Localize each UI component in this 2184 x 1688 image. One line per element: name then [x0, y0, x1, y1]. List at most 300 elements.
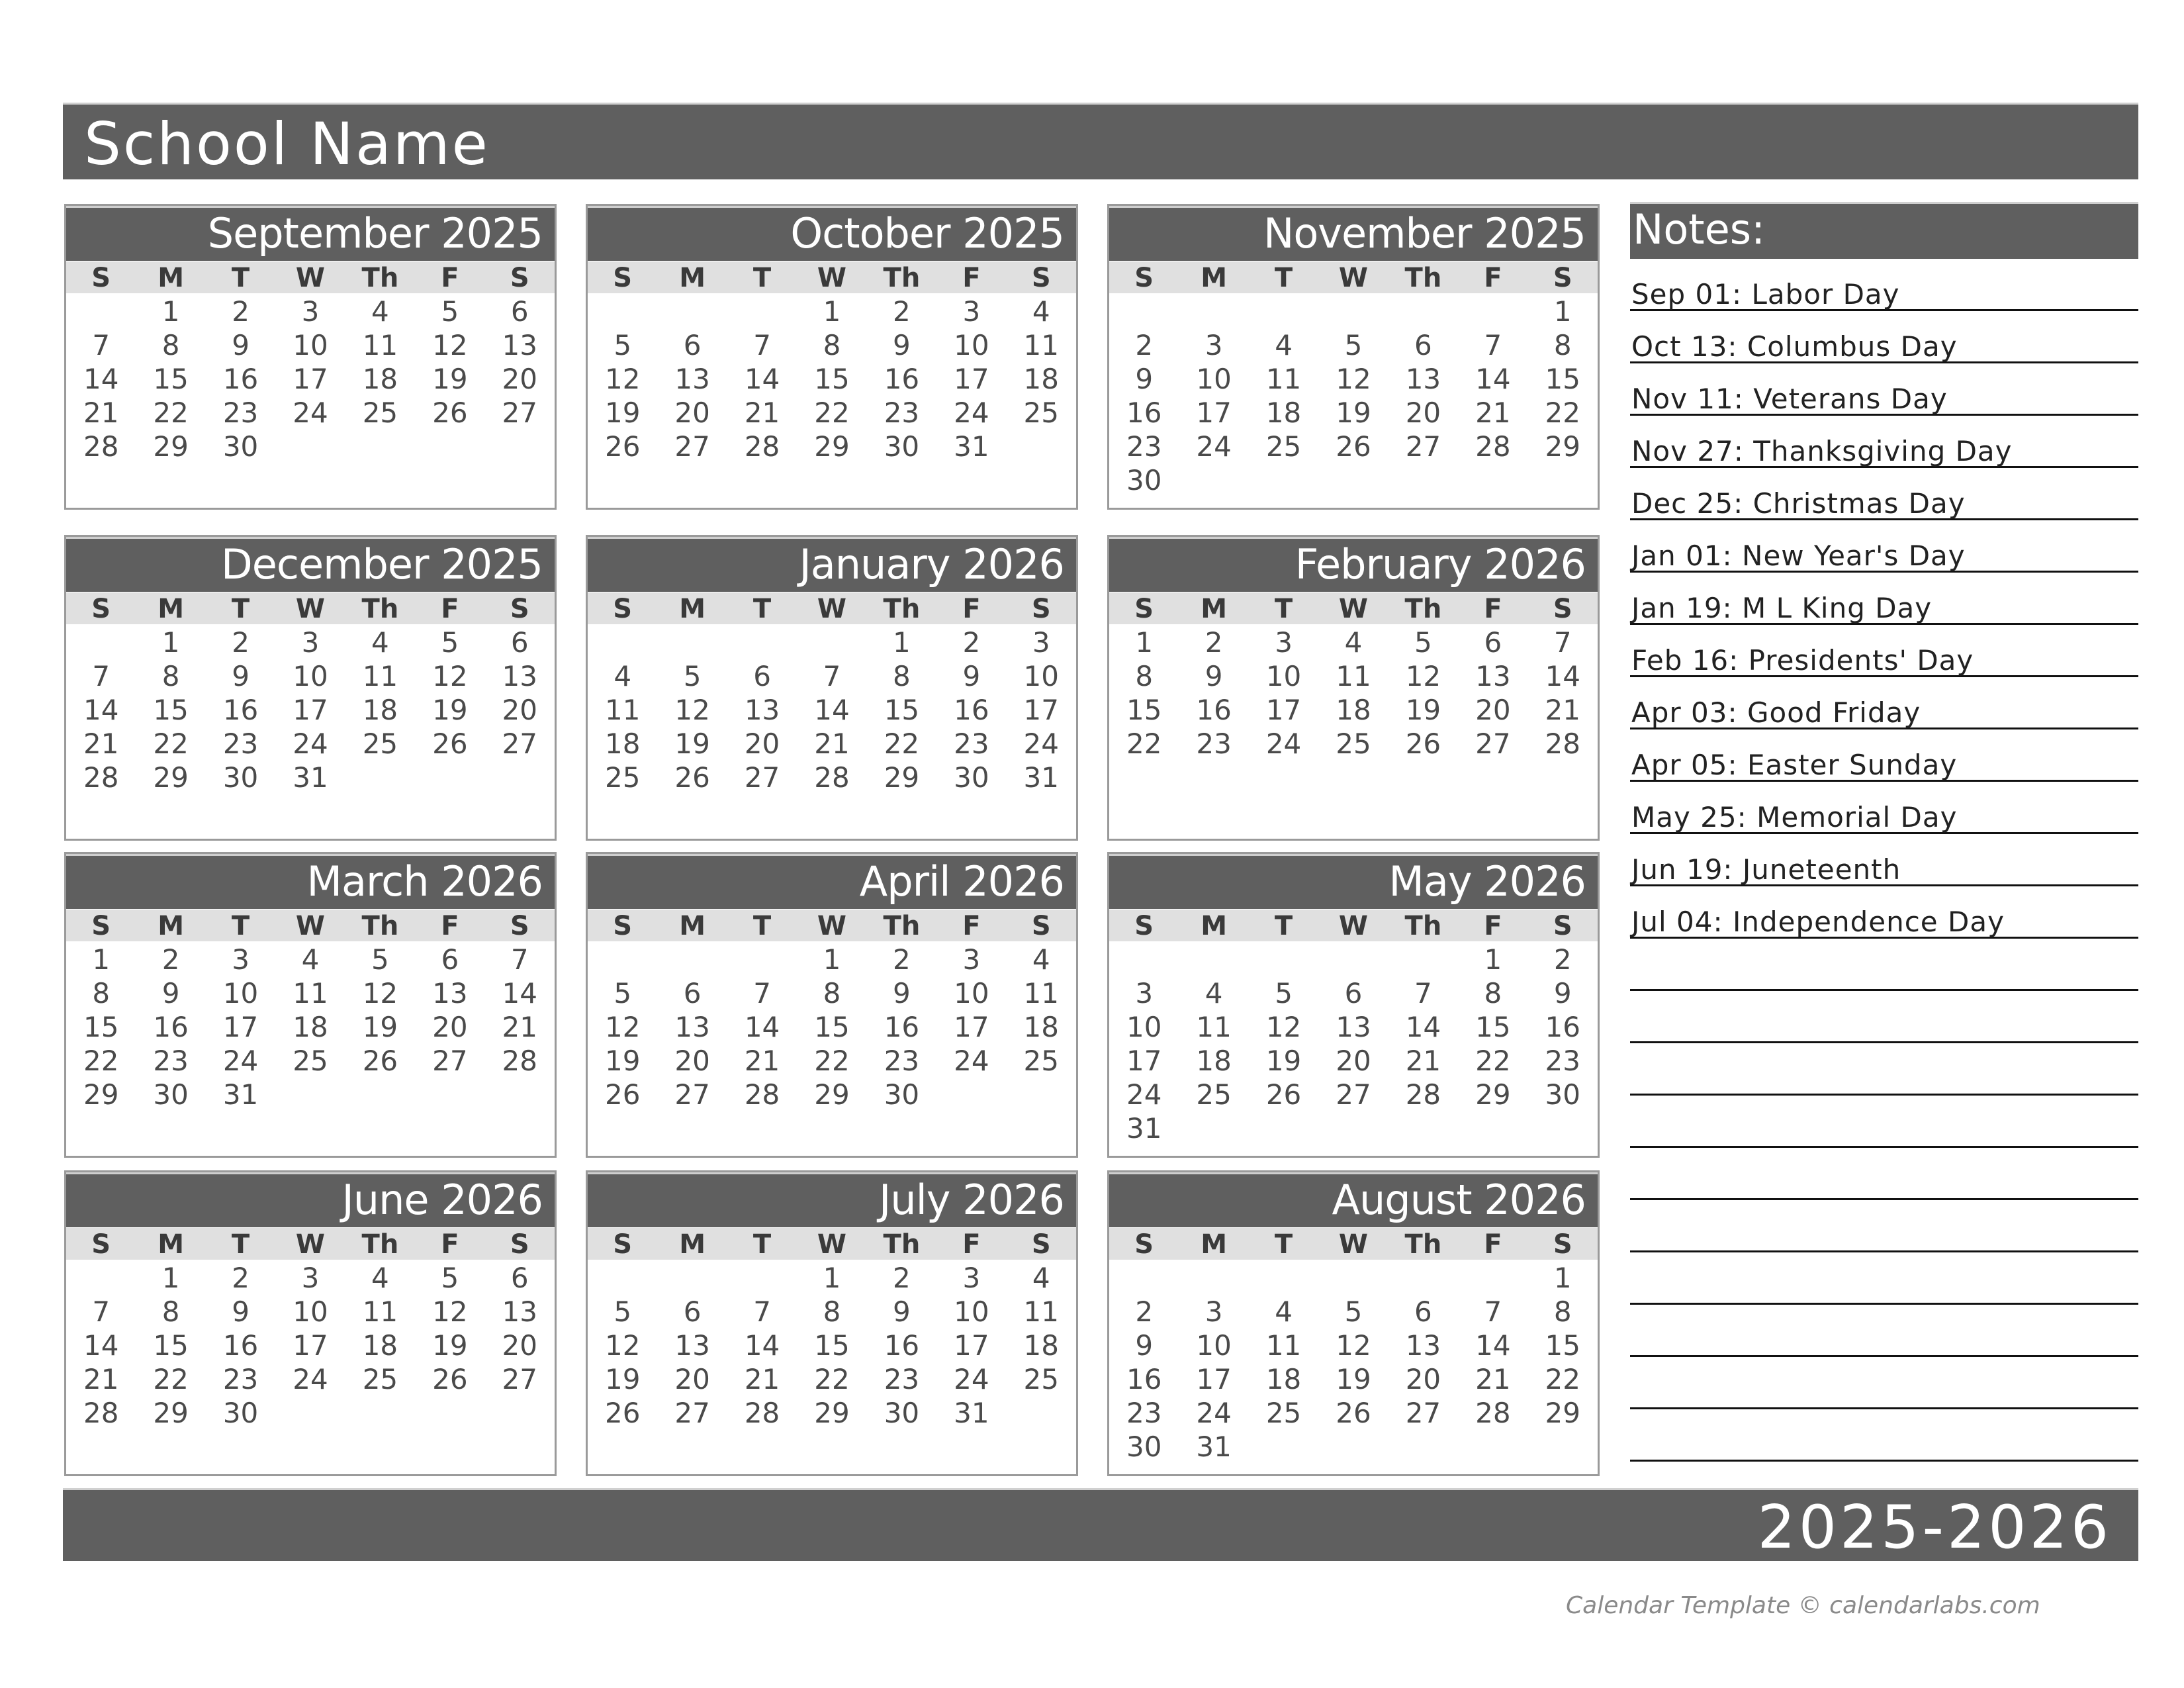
day-cell: 27: [674, 1078, 710, 1111]
weekday-label: F: [1484, 263, 1502, 293]
day-cell: 30: [222, 430, 259, 463]
day-cell: 19: [1336, 397, 1371, 429]
day-cell: 24: [293, 727, 328, 760]
weekday-label: T: [752, 911, 772, 941]
day-cell: 14: [744, 1011, 780, 1043]
day-cell: 13: [1405, 363, 1441, 395]
day-cell: 24: [1126, 1078, 1162, 1111]
weekday-label: M: [158, 594, 185, 624]
day-cell: 18: [293, 1011, 328, 1043]
day-cell: 4: [1032, 295, 1050, 328]
day-cell: 3: [962, 1262, 981, 1294]
day-cell: 26: [1336, 1397, 1371, 1429]
day-cell: 10: [1265, 660, 1302, 692]
day-cell: 30: [153, 1078, 189, 1111]
weekday-label: M: [679, 1229, 706, 1260]
month-header: [66, 206, 555, 261]
month-calendar: [64, 535, 557, 841]
day-cell: 18: [1336, 694, 1371, 726]
year-range: 2025-2026: [1757, 1493, 2112, 1562]
day-cell: 10: [1126, 1011, 1162, 1043]
weekday-label: T: [231, 594, 250, 624]
weekday-label: Th: [361, 1229, 399, 1260]
day-cell: 19: [1336, 1363, 1371, 1395]
day-cell: 23: [954, 727, 989, 760]
day-cell: 15: [153, 1329, 189, 1362]
day-cell: 21: [83, 397, 119, 429]
empty-cell: [1249, 1261, 1318, 1295]
day-cell: 11: [1265, 363, 1302, 395]
day-cell: 27: [744, 761, 780, 794]
weekday-label: M: [158, 911, 185, 941]
day-cell: 22: [153, 397, 189, 429]
weekday-label: W: [1338, 263, 1369, 293]
day-cell: 31: [1126, 1112, 1162, 1145]
note-line[interactable]: [1630, 416, 2138, 468]
day-cell: 27: [1336, 1078, 1371, 1111]
day-cell: 10: [954, 329, 989, 361]
day-cell: 10: [222, 977, 259, 1009]
day-cell: 18: [362, 1329, 398, 1362]
day-cell: 14: [1475, 363, 1511, 395]
day-cell: 4: [1275, 1295, 1293, 1328]
day-cell: 26: [604, 1078, 641, 1111]
day-cell: 17: [1196, 397, 1232, 429]
day-cell: 12: [1265, 1011, 1302, 1043]
month-header: [588, 854, 1076, 909]
day-cell: 12: [1405, 660, 1441, 692]
day-cell: 7: [92, 329, 111, 361]
day-cell: 16: [153, 1011, 189, 1043]
day-grid: [1109, 626, 1598, 761]
day-cell: 16: [222, 694, 259, 726]
empty-cell: [657, 295, 727, 328]
empty-cell: [588, 626, 657, 659]
weekday-label: M: [158, 1229, 185, 1260]
note-text: Nov 11: Veterans Day: [1631, 383, 1948, 415]
weekday-label: S: [91, 263, 111, 293]
day-cell: 11: [1265, 1329, 1302, 1362]
weekday-label: S: [1553, 263, 1572, 293]
weekday-row: [66, 910, 555, 941]
day-cell: 3: [301, 626, 320, 659]
note-text: Nov 27: Thanksgiving Day: [1631, 435, 2013, 467]
day-cell: 1: [1553, 1262, 1572, 1294]
day-cell: 22: [1545, 1363, 1580, 1395]
day-cell: 11: [362, 329, 398, 361]
weekday-label: Th: [361, 911, 399, 941]
day-cell: 2: [893, 295, 911, 328]
weekday-label: S: [91, 911, 111, 941]
day-cell: 6: [441, 943, 459, 976]
day-cell: 22: [153, 727, 189, 760]
day-cell: 13: [674, 1329, 710, 1362]
weekday-label: S: [613, 263, 633, 293]
day-cell: 24: [293, 397, 328, 429]
empty-cell: [66, 626, 136, 659]
day-cell: 6: [683, 329, 702, 361]
weekday-label: S: [1553, 594, 1572, 624]
day-cell: 1: [161, 1262, 180, 1294]
day-cell: 13: [1475, 660, 1511, 692]
day-cell: 16: [1196, 694, 1232, 726]
weekday-row: [1109, 261, 1598, 293]
note-text: Dec 25: Christmas Day: [1631, 487, 1966, 520]
notes-header: [1630, 202, 2138, 259]
day-cell: 14: [83, 363, 119, 395]
day-cell: 23: [222, 397, 259, 429]
day-cell: 19: [604, 1363, 641, 1395]
day-cell: 7: [92, 1295, 111, 1328]
note-line[interactable]: [1630, 520, 2138, 573]
day-cell: 19: [1405, 694, 1441, 726]
day-cell: 27: [674, 1397, 710, 1429]
day-cell: 27: [1405, 430, 1441, 463]
day-cell: 23: [153, 1045, 189, 1077]
note-line[interactable]: [1630, 677, 2138, 729]
weekday-row: [1109, 592, 1598, 624]
month-calendar: [1107, 852, 1600, 1158]
day-cell: 3: [232, 943, 250, 976]
weekday-label: W: [817, 594, 847, 624]
day-cell: 11: [1196, 1011, 1232, 1043]
month-header: [1109, 854, 1598, 909]
note-text: Sep 01: Labor Day: [1631, 278, 1900, 310]
note-line[interactable]: [1630, 311, 2138, 363]
day-cell: 30: [1126, 464, 1162, 496]
weekday-label: S: [613, 594, 633, 624]
weekday-label: M: [1201, 594, 1228, 624]
day-cell: 5: [683, 660, 702, 692]
weekday-label: S: [510, 911, 529, 941]
day-cell: 15: [884, 694, 920, 726]
day-cell: 20: [502, 694, 537, 726]
day-cell: 17: [1265, 694, 1302, 726]
day-cell: 11: [1023, 977, 1059, 1009]
day-cell: 21: [83, 727, 119, 760]
weekday-label: F: [962, 263, 981, 293]
weekday-label: F: [1484, 911, 1502, 941]
day-cell: 22: [814, 397, 850, 429]
day-cell: 4: [1275, 329, 1293, 361]
day-cell: 24: [954, 1045, 989, 1077]
day-cell: 22: [1475, 1045, 1511, 1077]
month-title: March 2026: [306, 857, 543, 906]
note-line[interactable]: [1630, 782, 2138, 834]
day-cell: 20: [502, 363, 537, 395]
weekday-label: M: [1201, 911, 1228, 941]
day-cell: 1: [92, 943, 111, 976]
day-cell: 15: [814, 1329, 850, 1362]
day-cell: 3: [1032, 626, 1050, 659]
day-cell: 14: [1405, 1011, 1441, 1043]
day-cell: 17: [293, 1329, 328, 1362]
weekday-label: T: [752, 1229, 772, 1260]
note-line[interactable]: [1630, 1200, 2138, 1252]
empty-cell: [657, 1261, 727, 1295]
day-cell: 13: [744, 694, 780, 726]
day-cell: 4: [371, 295, 389, 328]
weekday-label: F: [441, 911, 459, 941]
day-cell: 3: [301, 295, 320, 328]
day-cell: 1: [1135, 626, 1154, 659]
weekday-label: F: [441, 263, 459, 293]
empty-cell: [1109, 943, 1179, 976]
day-cell: 23: [1126, 430, 1162, 463]
empty-cell: [66, 1261, 136, 1295]
day-cell: 8: [823, 977, 841, 1009]
day-cell: 4: [1032, 1262, 1050, 1294]
day-cell: 12: [674, 694, 710, 726]
day-cell: 9: [893, 329, 911, 361]
day-cell: 10: [293, 329, 328, 361]
weekday-label: W: [817, 263, 847, 293]
day-cell: 27: [502, 1363, 537, 1395]
weekday-label: M: [158, 263, 185, 293]
note-line[interactable]: [1630, 259, 2138, 311]
day-cell: 16: [884, 1329, 920, 1362]
day-cell: 16: [884, 1011, 920, 1043]
month-calendar: [64, 852, 557, 1158]
note-line[interactable]: [1630, 1305, 2138, 1357]
note-line[interactable]: [1630, 834, 2138, 886]
day-cell: 8: [161, 329, 180, 361]
note-text: Jul 04: Independence Day: [1631, 906, 2005, 938]
month-calendar: [1107, 535, 1600, 841]
weekday-label: F: [1484, 594, 1502, 624]
weekday-label: S: [91, 1229, 111, 1260]
day-cell: 28: [744, 1078, 780, 1111]
weekday-label: S: [613, 911, 633, 941]
day-cell: 4: [1344, 626, 1363, 659]
note-text: Feb 16: Presidents' Day: [1631, 644, 1974, 677]
day-cell: 6: [1414, 329, 1432, 361]
day-cell: 21: [502, 1011, 537, 1043]
empty-cell: [727, 626, 797, 659]
day-cell: 21: [744, 1363, 780, 1395]
day-cell: 26: [362, 1045, 398, 1077]
day-cell: 7: [1484, 329, 1502, 361]
weekday-label: Th: [883, 1229, 921, 1260]
day-cell: 8: [92, 977, 111, 1009]
weekday-label: Th: [1404, 911, 1442, 941]
note-line[interactable]: [1630, 939, 2138, 991]
weekday-label: S: [510, 594, 529, 624]
month-title: October 2025: [790, 209, 1064, 258]
weekday-label: T: [752, 594, 772, 624]
empty-cell: [588, 943, 657, 976]
weekday-label: W: [295, 594, 326, 624]
empty-cell: [797, 626, 866, 659]
day-cell: 25: [293, 1045, 328, 1077]
day-cell: 10: [954, 1295, 989, 1328]
day-cell: 11: [1023, 1295, 1059, 1328]
day-cell: 1: [1553, 295, 1572, 328]
day-cell: 1: [161, 626, 180, 659]
day-cell: 5: [1275, 977, 1293, 1009]
day-cell: 4: [371, 1262, 389, 1294]
weekday-label: T: [231, 911, 250, 941]
day-cell: 10: [293, 660, 328, 692]
day-cell: 5: [1414, 626, 1432, 659]
note-line[interactable]: [1630, 1357, 2138, 1409]
day-grid: [588, 943, 1076, 1111]
note-line[interactable]: [1630, 1148, 2138, 1200]
empty-cell: [657, 626, 727, 659]
day-cell: 20: [1336, 1045, 1371, 1077]
month-calendar: [64, 204, 557, 510]
empty-cell: [1458, 295, 1527, 328]
weekday-label: T: [1274, 911, 1293, 941]
day-cell: 29: [884, 761, 920, 794]
day-cell: 26: [432, 397, 468, 429]
weekday-label: M: [679, 594, 706, 624]
day-cell: 30: [1545, 1078, 1580, 1111]
day-cell: 22: [1545, 397, 1580, 429]
day-cell: 11: [1336, 660, 1371, 692]
note-line[interactable]: [1630, 1096, 2138, 1148]
weekday-label: F: [962, 1229, 981, 1260]
empty-cell: [1318, 1261, 1388, 1295]
day-cell: 25: [1336, 727, 1371, 760]
month-header: [1109, 537, 1598, 592]
day-cell: 7: [753, 1295, 771, 1328]
note-line[interactable]: [1630, 468, 2138, 520]
weekday-row: [588, 1228, 1076, 1260]
note-line[interactable]: [1630, 1043, 2138, 1096]
day-cell: 17: [954, 1011, 989, 1043]
day-cell: 28: [83, 1397, 119, 1429]
day-cell: 17: [293, 363, 328, 395]
month-calendar: [1107, 1170, 1600, 1476]
day-cell: 27: [502, 727, 537, 760]
note-line[interactable]: [1630, 1409, 2138, 1462]
day-cell: 9: [232, 1295, 250, 1328]
day-cell: 6: [510, 1262, 529, 1294]
day-cell: 23: [1545, 1045, 1580, 1077]
title-band: [63, 103, 2138, 179]
day-cell: 20: [1405, 397, 1441, 429]
day-cell: 4: [371, 626, 389, 659]
day-cell: 30: [1126, 1430, 1162, 1463]
day-cell: 3: [1205, 329, 1223, 361]
day-cell: 29: [814, 1078, 850, 1111]
note-line[interactable]: [1630, 1252, 2138, 1305]
empty-cell: [1318, 295, 1388, 328]
day-cell: 9: [1135, 363, 1154, 395]
note-line[interactable]: [1630, 991, 2138, 1043]
month-header: [66, 854, 555, 909]
note-line[interactable]: [1630, 886, 2138, 939]
day-cell: 17: [954, 363, 989, 395]
empty-cell: [1109, 1261, 1179, 1295]
empty-cell: [727, 1261, 797, 1295]
month-title: April 2026: [859, 857, 1064, 906]
day-cell: 2: [962, 626, 981, 659]
day-cell: 1: [161, 295, 180, 328]
day-cell: 7: [823, 660, 841, 692]
day-cell: 29: [153, 430, 189, 463]
note-line[interactable]: [1630, 625, 2138, 677]
day-cell: 9: [161, 977, 180, 1009]
day-cell: 27: [674, 430, 710, 463]
day-cell: 2: [1135, 329, 1154, 361]
day-cell: 15: [153, 694, 189, 726]
day-cell: 13: [502, 329, 537, 361]
day-cell: 9: [893, 977, 911, 1009]
day-cell: 26: [432, 1363, 468, 1395]
day-cell: 28: [1475, 430, 1511, 463]
day-cell: 16: [1545, 1011, 1580, 1043]
day-cell: 14: [814, 694, 850, 726]
weekday-label: S: [91, 594, 111, 624]
day-cell: 12: [604, 1011, 641, 1043]
day-cell: 20: [1405, 1363, 1441, 1395]
day-cell: 12: [432, 660, 468, 692]
day-cell: 23: [222, 727, 259, 760]
day-cell: 28: [83, 430, 119, 463]
day-cell: 30: [954, 761, 989, 794]
day-grid: [588, 1261, 1076, 1430]
day-cell: 22: [884, 727, 920, 760]
day-cell: 2: [1135, 1295, 1154, 1328]
note-line[interactable]: [1630, 573, 2138, 625]
day-cell: 31: [1196, 1430, 1232, 1463]
weekday-label: S: [510, 1229, 529, 1260]
day-cell: 7: [92, 660, 111, 692]
day-cell: 20: [674, 1363, 710, 1395]
day-cell: 17: [222, 1011, 259, 1043]
day-cell: 9: [893, 1295, 911, 1328]
day-cell: 17: [954, 1329, 989, 1362]
day-cell: 13: [502, 1295, 537, 1328]
day-cell: 7: [1484, 1295, 1502, 1328]
day-cell: 2: [232, 295, 250, 328]
note-line[interactable]: [1630, 363, 2138, 416]
day-cell: 24: [1023, 727, 1059, 760]
day-cell: 23: [884, 1363, 920, 1395]
weekday-label: S: [1553, 911, 1572, 941]
day-cell: 11: [1023, 329, 1059, 361]
day-cell: 9: [962, 660, 981, 692]
empty-cell: [588, 1261, 657, 1295]
month-calendar: [586, 204, 1078, 510]
day-cell: 20: [432, 1011, 468, 1043]
day-cell: 1: [893, 626, 911, 659]
day-cell: 18: [1265, 397, 1302, 429]
day-cell: 31: [222, 1078, 259, 1111]
day-cell: 17: [1023, 694, 1059, 726]
day-cell: 3: [1135, 977, 1154, 1009]
day-cell: 28: [1405, 1078, 1441, 1111]
day-cell: 28: [1475, 1397, 1511, 1429]
day-cell: 28: [1545, 727, 1580, 760]
day-cell: 2: [893, 1262, 911, 1294]
empty-cell: [1458, 1261, 1527, 1295]
weekday-label: S: [1031, 1229, 1051, 1260]
empty-cell: [727, 943, 797, 976]
day-cell: 19: [432, 363, 468, 395]
day-cell: 14: [744, 1329, 780, 1362]
month-title: May 2026: [1388, 857, 1586, 906]
note-line[interactable]: [1630, 729, 2138, 782]
day-cell: 12: [1336, 363, 1371, 395]
day-cell: 5: [614, 329, 632, 361]
day-cell: 15: [1545, 1329, 1580, 1362]
day-cell: 31: [954, 430, 989, 463]
day-cell: 23: [1126, 1397, 1162, 1429]
day-cell: 11: [362, 660, 398, 692]
